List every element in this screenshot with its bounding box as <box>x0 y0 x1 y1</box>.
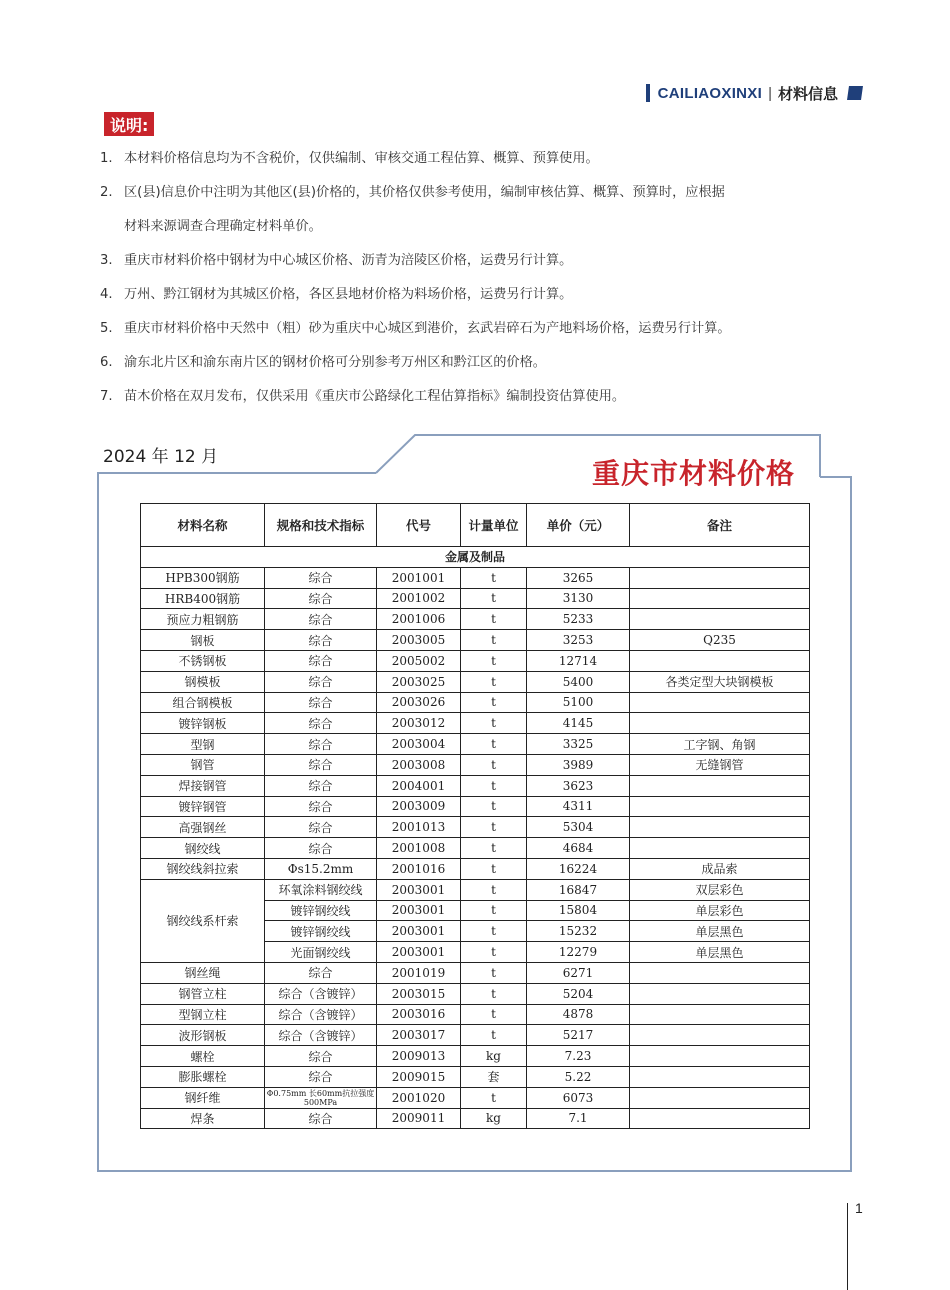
cell-unit: t <box>461 838 527 859</box>
cell-code: 2003026 <box>377 692 461 713</box>
cell-remark: 无缝钢管 <box>630 754 810 775</box>
cell-spec: 综合 <box>265 734 377 755</box>
cell-name: 钢管 <box>141 754 265 775</box>
table-row <box>141 713 810 734</box>
notes-list <box>100 146 820 418</box>
cell-remark <box>630 962 810 983</box>
cell-unit: t <box>461 942 527 963</box>
cell-remark <box>630 983 810 1004</box>
cell-price: 3265 <box>527 567 630 588</box>
cell-name: HRB400钢筋 <box>141 588 265 609</box>
cell-name: 预应力粗钢筋 <box>141 609 265 630</box>
table-row <box>141 879 810 900</box>
table-row <box>141 1087 810 1108</box>
cell-price: 16224 <box>527 858 630 879</box>
cell-code: 2001001 <box>377 567 461 588</box>
notes-title: 说明: <box>104 112 154 136</box>
note-text: 区(县)信息价中注明为其他区(县)价格的，其价格仅供参考使用，编制审核估算、概算、预算时，应根据 <box>124 185 725 200</box>
cell-price: 15232 <box>527 921 630 942</box>
note-line <box>100 146 820 180</box>
header-separator: | <box>768 84 772 102</box>
cell-remark <box>630 1046 810 1067</box>
cell-name: 钢管立柱 <box>141 983 265 1004</box>
cell-name: 焊接钢管 <box>141 775 265 796</box>
col-header-unit: 计量单位 <box>461 504 527 547</box>
note-number: 3. <box>100 253 113 268</box>
table-row <box>141 962 810 983</box>
cell-price: 5.22 <box>527 1066 630 1087</box>
section-row <box>141 547 810 568</box>
cell-name: 型钢立柱 <box>141 1004 265 1025</box>
cell-price: 6271 <box>527 962 630 983</box>
col-header-remark: 备注 <box>630 504 810 547</box>
cell-spec: 综合 <box>265 838 377 859</box>
cell-price: 5217 <box>527 1025 630 1046</box>
cell-code: 2003017 <box>377 1025 461 1046</box>
cell-code: 2005002 <box>377 650 461 671</box>
cell-spec: 综合（含镀锌） <box>265 983 377 1004</box>
cell-unit: t <box>461 900 527 921</box>
table-row <box>141 775 810 796</box>
cell-unit: t <box>461 650 527 671</box>
cell-spec: 综合 <box>265 1108 377 1129</box>
cell-unit: t <box>461 921 527 942</box>
cell-remark: 成品索 <box>630 858 810 879</box>
cell-unit: 套 <box>461 1066 527 1087</box>
table-row <box>141 630 810 651</box>
cell-code: 2003001 <box>377 879 461 900</box>
cell-price: 5233 <box>527 609 630 630</box>
cell-name: 钢模板 <box>141 671 265 692</box>
cell-name: 钢绞线系杆索 <box>141 879 265 962</box>
cell-code: 2001006 <box>377 609 461 630</box>
cell-name: 波形钢板 <box>141 1025 265 1046</box>
cell-spec: 综合 <box>265 588 377 609</box>
cell-remark <box>630 817 810 838</box>
section-label: 金属及制品 <box>141 547 810 568</box>
table-row <box>141 796 810 817</box>
cell-unit: t <box>461 879 527 900</box>
table-body <box>141 547 810 1129</box>
cell-code: 2003001 <box>377 900 461 921</box>
note-text: 渝东北片区和渝东南片区的钢材价格可分别参考万州区和黔江区的价格。 <box>124 355 546 370</box>
cell-remark: 各类定型大块钢模板 <box>630 671 810 692</box>
cell-unit: t <box>461 858 527 879</box>
cell-price: 3989 <box>527 754 630 775</box>
cell-code: 2001016 <box>377 858 461 879</box>
cell-remark: 单层彩色 <box>630 900 810 921</box>
cell-name: HPB300钢筋 <box>141 567 265 588</box>
table-row <box>141 1046 810 1067</box>
cell-remark <box>630 838 810 859</box>
cell-remark <box>630 1025 810 1046</box>
cell-remark <box>630 692 810 713</box>
table-row <box>141 650 810 671</box>
cell-unit: t <box>461 796 527 817</box>
cell-code: 2003025 <box>377 671 461 692</box>
cell-code: 2003001 <box>377 942 461 963</box>
cell-unit: t <box>461 1025 527 1046</box>
cell-code: 2003012 <box>377 713 461 734</box>
cell-remark <box>630 1087 810 1108</box>
cell-remark <box>630 650 810 671</box>
note-number: 1. <box>100 151 113 166</box>
cell-code: 2003004 <box>377 734 461 755</box>
note-text: 重庆市材料价格中天然中（粗）砂为重庆中心城区到港价，玄武岩碎石为产地料场价格，运费另行计算。 <box>124 321 731 336</box>
cell-unit: t <box>461 983 527 1004</box>
cell-price: 3130 <box>527 588 630 609</box>
cell-code: 2001002 <box>377 588 461 609</box>
cell-code: 2001020 <box>377 1087 461 1108</box>
col-header-price: 单价（元） <box>527 504 630 547</box>
cell-code: 2001013 <box>377 817 461 838</box>
cell-remark <box>630 567 810 588</box>
note-line <box>100 384 820 418</box>
table-row <box>141 983 810 1004</box>
table-row <box>141 609 810 630</box>
note-line <box>100 248 820 282</box>
cell-unit: t <box>461 692 527 713</box>
cell-price: 5304 <box>527 817 630 838</box>
cell-spec: 综合 <box>265 962 377 983</box>
note-line <box>100 316 820 350</box>
cell-name: 焊条 <box>141 1108 265 1129</box>
cell-unit: t <box>461 1087 527 1108</box>
cell-code: 2009013 <box>377 1046 461 1067</box>
cell-name: 镀锌钢板 <box>141 713 265 734</box>
cell-spec: 综合 <box>265 609 377 630</box>
note-number: 2. <box>100 185 113 200</box>
cell-unit: kg <box>461 1046 527 1067</box>
note-line <box>100 180 820 214</box>
cell-price: 16847 <box>527 879 630 900</box>
note-number: 7. <box>100 389 113 404</box>
cell-code: 2003005 <box>377 630 461 651</box>
table-row <box>141 692 810 713</box>
cell-code: 2001008 <box>377 838 461 859</box>
cell-remark <box>630 775 810 796</box>
cell-spec: 综合 <box>265 1066 377 1087</box>
col-header-spec: 规格和技术指标 <box>265 504 377 547</box>
cell-spec: 综合 <box>265 1046 377 1067</box>
cell-code: 2009011 <box>377 1108 461 1129</box>
note-line <box>100 282 820 316</box>
cell-price: 4684 <box>527 838 630 859</box>
cell-price: 12714 <box>527 650 630 671</box>
cell-price: 3623 <box>527 775 630 796</box>
cell-remark <box>630 609 810 630</box>
cell-spec: 光面钢绞线 <box>265 942 377 963</box>
table-header-row <box>141 504 810 547</box>
cell-price: 7.23 <box>527 1046 630 1067</box>
table-row <box>141 817 810 838</box>
cell-unit: t <box>461 630 527 651</box>
page-title: 重庆市材料价格 <box>592 457 796 490</box>
cell-spec: 综合 <box>265 713 377 734</box>
cell-unit: t <box>461 817 527 838</box>
cell-name: 钢绞线斜拉索 <box>141 858 265 879</box>
cell-remark: 工字钢、角钢 <box>630 734 810 755</box>
cell-unit: t <box>461 713 527 734</box>
table-row <box>141 1066 810 1087</box>
cell-name: 不锈钢板 <box>141 650 265 671</box>
cell-price: 3253 <box>527 630 630 651</box>
cell-spec: 镀锌钢绞线 <box>265 921 377 942</box>
table-row <box>141 838 810 859</box>
cell-spec: 综合 <box>265 775 377 796</box>
note-text: 材料来源调查合理确定材料单价。 <box>124 219 322 234</box>
note-line <box>100 214 820 248</box>
cell-remark <box>630 588 810 609</box>
cell-name: 型钢 <box>141 734 265 755</box>
cell-remark: 单层黑色 <box>630 921 810 942</box>
cell-name: 螺栓 <box>141 1046 265 1067</box>
cell-price: 4145 <box>527 713 630 734</box>
cell-unit: t <box>461 588 527 609</box>
table-row <box>141 1004 810 1025</box>
cell-spec: Φ0.75mm 长60mm抗拉强度500MPa <box>265 1087 377 1108</box>
note-number: 4. <box>100 287 113 302</box>
page-number-rule <box>847 1203 848 1290</box>
cell-remark: Q235 <box>630 630 810 651</box>
cell-code: 2003016 <box>377 1004 461 1025</box>
note-text: 万州、黔江钢材为其城区价格，各区县地材价格为料场价格，运费另行计算。 <box>124 287 573 302</box>
cell-name: 钢纤维 <box>141 1087 265 1108</box>
note-number: 5. <box>100 321 113 336</box>
cell-spec: 综合 <box>265 817 377 838</box>
cell-price: 5400 <box>527 671 630 692</box>
cell-price: 7.1 <box>527 1108 630 1129</box>
cell-unit: t <box>461 1004 527 1025</box>
cell-code: 2003008 <box>377 754 461 775</box>
table-row <box>141 858 810 879</box>
cell-spec: 综合 <box>265 650 377 671</box>
cell-price: 6073 <box>527 1087 630 1108</box>
table-row <box>141 671 810 692</box>
cell-unit: kg <box>461 1108 527 1129</box>
table-row <box>141 1025 810 1046</box>
cell-remark <box>630 1066 810 1087</box>
cell-name: 钢板 <box>141 630 265 651</box>
cell-unit: t <box>461 962 527 983</box>
cell-price: 5100 <box>527 692 630 713</box>
cell-code: 2004001 <box>377 775 461 796</box>
cell-spec: 综合 <box>265 630 377 651</box>
cell-name: 钢丝绳 <box>141 962 265 983</box>
cell-unit: t <box>461 754 527 775</box>
cell-spec: 环氧涂料钢绞线 <box>265 879 377 900</box>
cell-name: 高强钢丝 <box>141 817 265 838</box>
cell-unit: t <box>461 734 527 755</box>
cell-code: 2003009 <box>377 796 461 817</box>
cell-remark <box>630 1108 810 1129</box>
cell-spec: Φs15.2mm <box>265 858 377 879</box>
header-bar <box>646 84 650 102</box>
cell-unit: t <box>461 775 527 796</box>
note-text: 重庆市材料价格中钢材为中心城区价格、沥青为涪陵区价格，运费另行计算。 <box>124 253 573 268</box>
cell-unit: t <box>461 671 527 692</box>
date-label: 2024 年 12 月 <box>103 447 219 467</box>
cell-price: 4311 <box>527 796 630 817</box>
cell-price: 15804 <box>527 900 630 921</box>
note-line <box>100 350 820 384</box>
cell-unit: t <box>461 609 527 630</box>
cell-name: 钢绞线 <box>141 838 265 859</box>
note-text: 本材料价格信息均为不含税价，仅供编制、审核交通工程估算、概算、预算使用。 <box>124 151 599 166</box>
cell-name: 镀锌钢管 <box>141 796 265 817</box>
cell-unit: t <box>461 567 527 588</box>
table-row <box>141 588 810 609</box>
cell-code: 2003015 <box>377 983 461 1004</box>
cell-spec: 综合 <box>265 671 377 692</box>
cell-remark: 双层彩色 <box>630 879 810 900</box>
cell-spec: 综合 <box>265 796 377 817</box>
cell-remark <box>630 1004 810 1025</box>
cell-spec: 综合 <box>265 567 377 588</box>
cell-code: 2003001 <box>377 921 461 942</box>
header-en: CAILIAOXINXI <box>657 84 763 102</box>
cell-name: 膨胀螺栓 <box>141 1066 265 1087</box>
col-header-code: 代号 <box>377 504 461 547</box>
cell-price: 3325 <box>527 734 630 755</box>
cell-price: 12279 <box>527 942 630 963</box>
price-table <box>140 503 810 1129</box>
note-text: 苗木价格在双月发布，仅供采用《重庆市公路绿化工程估算指标》编制投资估算使用。 <box>124 389 626 404</box>
running-header <box>646 82 862 104</box>
cell-spec: 综合 <box>265 754 377 775</box>
header-square-icon <box>847 86 863 100</box>
note-number: 6. <box>100 355 113 370</box>
cell-name: 组合钢模板 <box>141 692 265 713</box>
cell-price: 5204 <box>527 983 630 1004</box>
table-row <box>141 567 810 588</box>
header-cn: 材料信息 <box>777 84 838 103</box>
page-number: 1 <box>855 1200 863 1216</box>
cell-spec: 综合（含镀锌） <box>265 1025 377 1046</box>
cell-price: 4878 <box>527 1004 630 1025</box>
cell-code: 2009015 <box>377 1066 461 1087</box>
table-row <box>141 754 810 775</box>
table-row <box>141 734 810 755</box>
cell-remark <box>630 796 810 817</box>
cell-spec: 综合 <box>265 692 377 713</box>
col-header-name: 材料名称 <box>141 504 265 547</box>
cell-code: 2001019 <box>377 962 461 983</box>
cell-spec: 镀锌钢绞线 <box>265 900 377 921</box>
cell-spec: 综合（含镀锌） <box>265 1004 377 1025</box>
cell-remark <box>630 713 810 734</box>
table-row <box>141 1108 810 1129</box>
cell-remark: 单层黑色 <box>630 942 810 963</box>
